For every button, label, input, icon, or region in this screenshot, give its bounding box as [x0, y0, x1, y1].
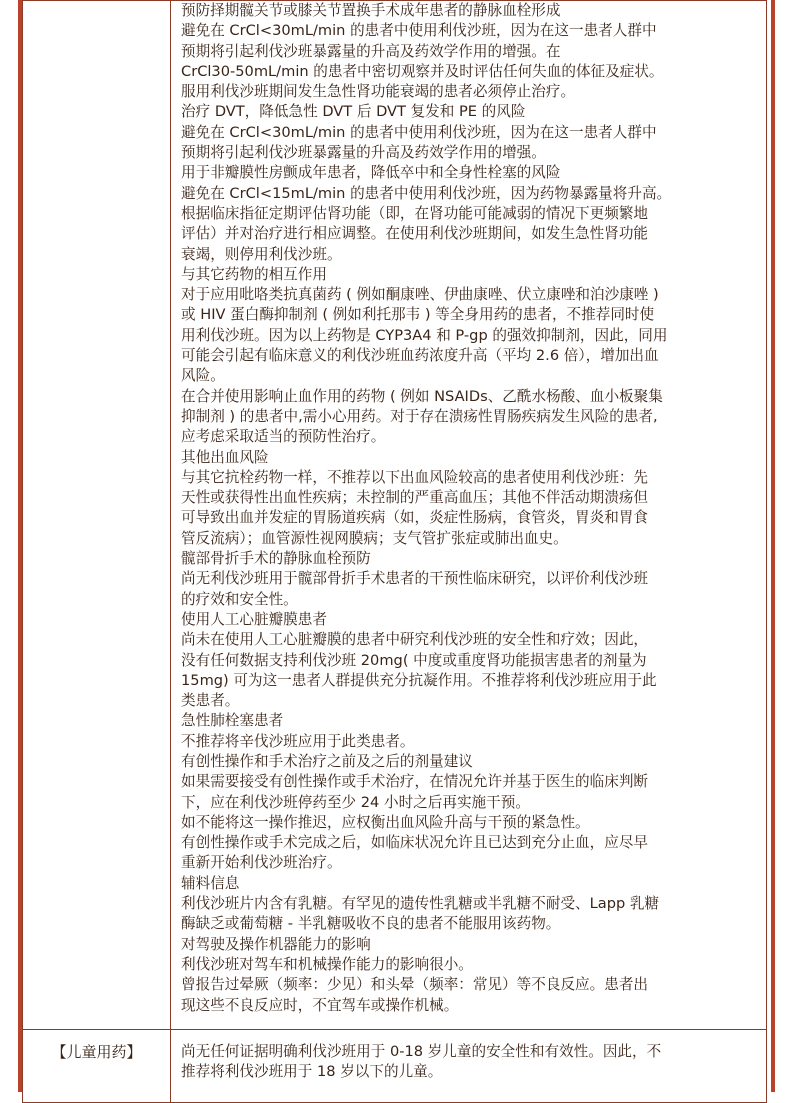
- text-line: 利伐沙班对驾车和机械操作能力的影响很小。: [181, 955, 473, 973]
- text-line: 应考虑采取适当的预防性治疗。: [181, 428, 386, 446]
- precautions-row: [23, 1, 767, 1030]
- text-line: 辅料信息: [181, 874, 240, 892]
- text-line: 有创性操作和手术治疗之前及之后的剂量建议: [181, 752, 473, 770]
- text-line: 下，应在利伐沙班停药至少 24 小时之后再实施干预。: [181, 793, 530, 811]
- text-line: 对驾驶及操作机器能力的影响: [181, 935, 371, 953]
- precautions-label-cell: [23, 1, 171, 1030]
- text-line: 治疗 DVT，降低急性 DVT 后 DVT 复发和 PE 的风险: [181, 103, 526, 121]
- text-line: 可能会引起有临床意义的利伐沙班血药浓度升高（平均 2.6 倍），增加出血: [181, 347, 659, 365]
- text-line: 或 HIV 蛋白酶抑制剂 ( 例如利托那韦 ) 等全身用药的患者，不推荐同时使: [181, 306, 655, 324]
- text-line: CrCl30-50mL/min 的患者中密切观察并及时评估任何失血的体征及症状。: [181, 62, 664, 80]
- text-line: 抑制剂 ) 的患者中,需小心用药。对于存在溃疡性胃肠疾病发生风险的患者,: [181, 407, 658, 425]
- text-line: 尚无利伐沙班用于髋部骨折手术患者的干预性临床研究，以评价利伐沙班: [181, 570, 649, 588]
- text-line: 推荐将利伐沙班用于 18 岁以下的儿童。: [181, 1063, 443, 1081]
- text-line: 髋部骨折手术的静脉血栓预防: [181, 550, 371, 568]
- text-line: 服用利伐沙班期间发生急性肾功能衰竭的患者必须停止治疗。: [181, 83, 576, 101]
- text-line: 酶缺乏或葡萄糖 - 半乳糖吸收不良的患者不能服用该药物。: [181, 915, 561, 933]
- text-line: 与其它抗栓药物一样，不推荐以下出血风险较高的患者使用利伐沙班：先: [181, 468, 649, 486]
- text-line: 预期将引起利伐沙班暴露量的升高及药效学作用的增强。在: [181, 42, 561, 60]
- text-line: 急性肺栓塞患者: [181, 712, 284, 730]
- text-line: 根据临床指征定期评估肾功能（即，在肾功能可能减弱的情况下更频繁地: [181, 204, 649, 222]
- text-line: 天性或获得性出血性疾病；未控制的严重高血压；其他不伴活动期溃疡但: [181, 489, 649, 507]
- text-line: 尚未在使用人工心脏瓣膜的患者中研究利伐沙班的安全性和疗效；因此，: [181, 631, 649, 649]
- text-line: 风险。: [181, 367, 225, 385]
- precautions-content: [171, 1, 767, 1030]
- text-line: 如果需要接受有创性操作或手术治疗，在情况允许并基于医生的临床判断: [181, 773, 649, 791]
- text-line: 的疗效和安全性。: [181, 590, 298, 608]
- text-line: 用利伐沙班。因为以上药物是 CYP3A4 和 P-gp 的强效抑制剂，因此，同用: [181, 326, 668, 344]
- text-line: 类患者。: [181, 692, 240, 710]
- text-line: 曾报告过晕厥（频率：少见）和头晕（频率：常见）等不良反应。患者出: [181, 976, 649, 994]
- text-line: 没有任何数据支持利伐沙班 20mg( 中度或重度肾功能损害患者的剂量为: [181, 651, 647, 669]
- text-line: 预防择期髋关节或膝关节置换手术成年患者的静脉血栓形成: [181, 2, 561, 19]
- text-line: 衰竭，则停用利伐沙班。: [181, 245, 342, 263]
- text-line: 重新开始利伐沙班治疗。: [181, 854, 342, 872]
- text-line: 管反流病）；血管源性视网膜病；支气管扩张症或肺出血史。: [181, 529, 568, 547]
- text-line: 预期将引起利伐沙班暴露量的升高及药效学作用的增强。: [181, 144, 546, 162]
- text-line: 避免在 CrCl<30mL/min 的患者中使用利伐沙班，因为在这一患者人群中: [181, 123, 657, 141]
- text-line: 与其它药物的相互作用: [181, 265, 327, 283]
- text-line: 评估）并对治疗进行相应调整。在使用利伐沙班期间，如发生急性肾功能: [181, 225, 649, 243]
- text-line: 15mg) 可为这一患者人群提供充分抗凝作用。不推荐将利伐沙班应用于此: [181, 671, 657, 689]
- text-line: 利伐沙班片内含有乳糖。有罕见的遗传性乳糖或半乳糖不耐受、Lapp 乳糖: [181, 895, 660, 913]
- text-line: 在合并使用影响止血作用的药物 ( 例如 NSAIDs、乙酰水杨酸、血小板聚集: [181, 387, 663, 405]
- text-line: 不推荐将辛伐沙班应用于此类患者。: [181, 732, 415, 750]
- text-line: 如不能将这一操作推迟，应权衡出血风险升高与干预的紧急性。: [181, 813, 590, 831]
- text-line: 对于应用吡咯类抗真菌药 ( 例如酮康唑、伊曲康唑、伏立康唑和泊沙康唑 ): [181, 286, 659, 304]
- text-line: 现这些不良反应时，不宜驾车或操作机械。: [181, 996, 459, 1014]
- text-line: 尚无任何证据明确利伐沙班用于 0-18 岁儿童的安全性和有效性。因此，不: [181, 1043, 662, 1060]
- text-line: 有创性操作或手术完成之后，如临床状况允许且已达到充分止血，应尽早: [181, 834, 649, 852]
- pediatric-label: 【儿童用药】: [23, 1030, 171, 1103]
- text-line: 其他出血风险: [181, 448, 269, 466]
- text-line: 避免在 CrCl<30mL/min 的患者中使用利伐沙班，因为在这一患者人群中: [181, 22, 657, 40]
- drug-info-table: [22, 0, 767, 1103]
- text-line: 用于非瓣膜性房颤成年患者，降低卒中和全身性栓塞的风险: [181, 164, 561, 182]
- text-line: 使用人工心脏瓣膜患者: [181, 610, 327, 628]
- text-line: 可导致出血并发症的胃肠道疾病（如，炎症性肠病，食管炎，胃炎和胃食: [181, 509, 649, 527]
- text-line: 避免在 CrCl<15mL/min 的患者中使用利伐沙班，因为药物暴露量将升高。: [181, 184, 672, 202]
